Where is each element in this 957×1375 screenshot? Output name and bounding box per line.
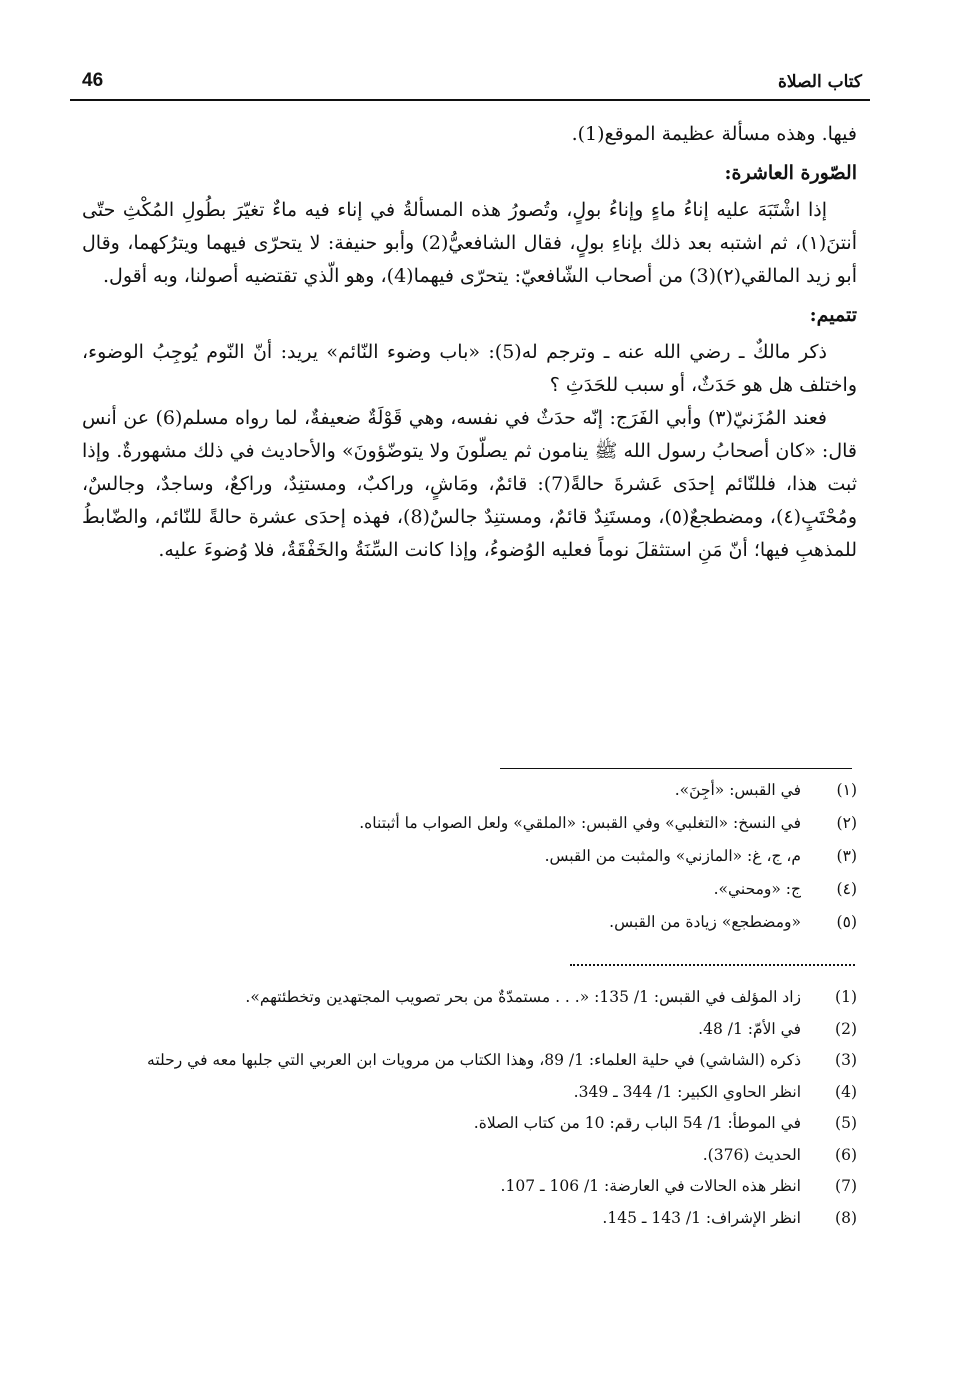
section-heading: الصّورة العاشرة: [724, 162, 857, 184]
footnote-text: في النسخ: «التغلبي» وفي القبس: «الملقي» ولعل الصواب ما أثبتناه. [359, 814, 801, 832]
footnote [77, 1143, 857, 1175]
footnote-number: (8) [835, 1208, 857, 1227]
footnote-text: انظر هذه الحالات في العارضة: 1/ 106 ـ 107. [500, 1177, 801, 1195]
footnote-text: في الأمّ: 1/ 48. [698, 1019, 801, 1038]
footnote-number: (5) [835, 1114, 857, 1132]
page-number: 46 [82, 70, 104, 91]
running-title: كتاب الصلاة [777, 72, 862, 92]
footnote [77, 1206, 857, 1238]
footnote-number: (١) [836, 781, 857, 799]
footnote-dotted-separator [570, 964, 855, 968]
footnote-number: (٥) [836, 913, 857, 931]
footnote-text: ذكره (الشاشي) في حلية العلماء: 1/ 89، وهذا الكتاب من مرويات ابن العربي التي جلبها معه في رحلته [147, 1051, 801, 1069]
footnote-separator [500, 768, 852, 769]
footnote-number: (٣) [836, 847, 857, 865]
footnote-text: انظر الإشراف: 1/ 143 ـ 145. [602, 1208, 801, 1227]
footnote-number: (7) [835, 1177, 857, 1195]
footnote-number: (1) [835, 988, 857, 1006]
paragraph: فيها. وهذه مسألة عظيمة الموقع(1). [571, 123, 857, 145]
header-rule [70, 99, 870, 101]
paragraph: إذا اشْتَبَهَ عليه إناءُ ماءٍ وإناءُ بولٍ، وتُصورُ هذه المسألةُ في إناء فيه ماءٌ تغيّرَ بطُولِ المُكْثِ حتّى أنتنَ(١)، ثم اشتبه بعد ذلك بإناءِ بولٍ، فقال الشافعيُّ(2) وأبو حنيفة: لا يتحرّى فيهما ويترُكهما، وقال أبو زيد المالقي(٢)(3) من أصحاب الشّافعيّ: يتحرّى فيهما(4)، وهو الّذي تقتضيه أصولنا، وبه أقول. [82, 199, 857, 287]
footnote-number: (6) [835, 1145, 857, 1164]
page-header [70, 60, 870, 100]
footnote [77, 811, 857, 844]
footnote-text: في الموطأ: 1/ 54 الباب رقم: 10 من كتاب الصلاة. [473, 1114, 801, 1132]
footnote [77, 1174, 857, 1206]
footnote-text: في القبس: «أجِنَ». [674, 781, 801, 799]
footnote-text: زاد المؤلف في القبس: 1/ 135: «. . . مستمدّةٌ من بحر تصويب المجتهدين وتخطئتهم». [245, 988, 801, 1006]
paragraph: ذكر مالكٌ ـ رضي الله عنه ـ وترجم له(5): «باب وضوء النّائم» يريد: أنّ النّوم يُوجِبُ الوضوء، واختلف هل هو حَدَثٌ، أو سبب للحَدَثِ ؟ [82, 341, 857, 396]
footnote-text: انظر الحاوي الكبير: 1/ 344 ـ 349. [573, 1082, 801, 1101]
footnote [77, 1080, 857, 1112]
footnote-text: ج: «ومحني». [713, 880, 801, 898]
main-text [82, 118, 857, 567]
paragraph: فعند المُزَنيّ(٣) وأبي الفَرَج: إنّه حدَثٌ في نفسه، وهي قَوْلَةٌ ضعيفةٌ، لما رواه مسلم(6) عن أنس قال: «كان أصحابُ رسول الله ﷺ ينامون ثم يصلّونَ ولا يتوضّؤونَ» والأحاديث في ذلك مشهورةٌ. وإذا ثبت هذا، فللنّائم إحدَى عَشرةَ حالةً(7): قائمٌ، ومَاشٍ، وراكبٌ، ومستنِدٌ، وراكعٌ، وساجدٌ، وجالسٌ، ومُحْتَبٍ(٤)، ومضطجعٌ(٥)، ومستَنِدٌ قائمٌ، ومستنِدٌ جالسٌ(8)، فهذه إحدَى عشرة حالةً للنّائم، والضّابطُ للمذهبِ فيها؛ أنّ مَنِ استثقلَ نوماً فعليه الوُضوءُ، وإذا كانت السِّنَةُ والخَفْقَةُ، فلا وُضوءَ عليه. [82, 407, 857, 561]
footnote [77, 844, 857, 877]
footnote-number: (٤) [836, 880, 857, 898]
footnote-text: «ومضطجع» زيادة من القبس. [609, 913, 801, 931]
editor-footnotes [77, 778, 857, 943]
footnote-number: (٢) [836, 814, 857, 832]
source-footnotes [77, 985, 857, 1237]
footnote [77, 1048, 857, 1080]
footnote-number: (4) [835, 1082, 857, 1101]
footnote-number: (2) [835, 1019, 857, 1038]
footnote [77, 985, 857, 1017]
footnote [77, 1017, 857, 1049]
footnote [77, 1111, 857, 1143]
section-heading: تتميم: [809, 304, 857, 326]
footnote [77, 778, 857, 811]
footnote-number: (3) [835, 1051, 857, 1069]
footnote-text: الحديث (376). [702, 1145, 801, 1164]
footnote [77, 877, 857, 910]
footnote-text: م، ج، غ: «المازني» والمثبت من القبس. [544, 847, 801, 865]
footnote [77, 910, 857, 943]
